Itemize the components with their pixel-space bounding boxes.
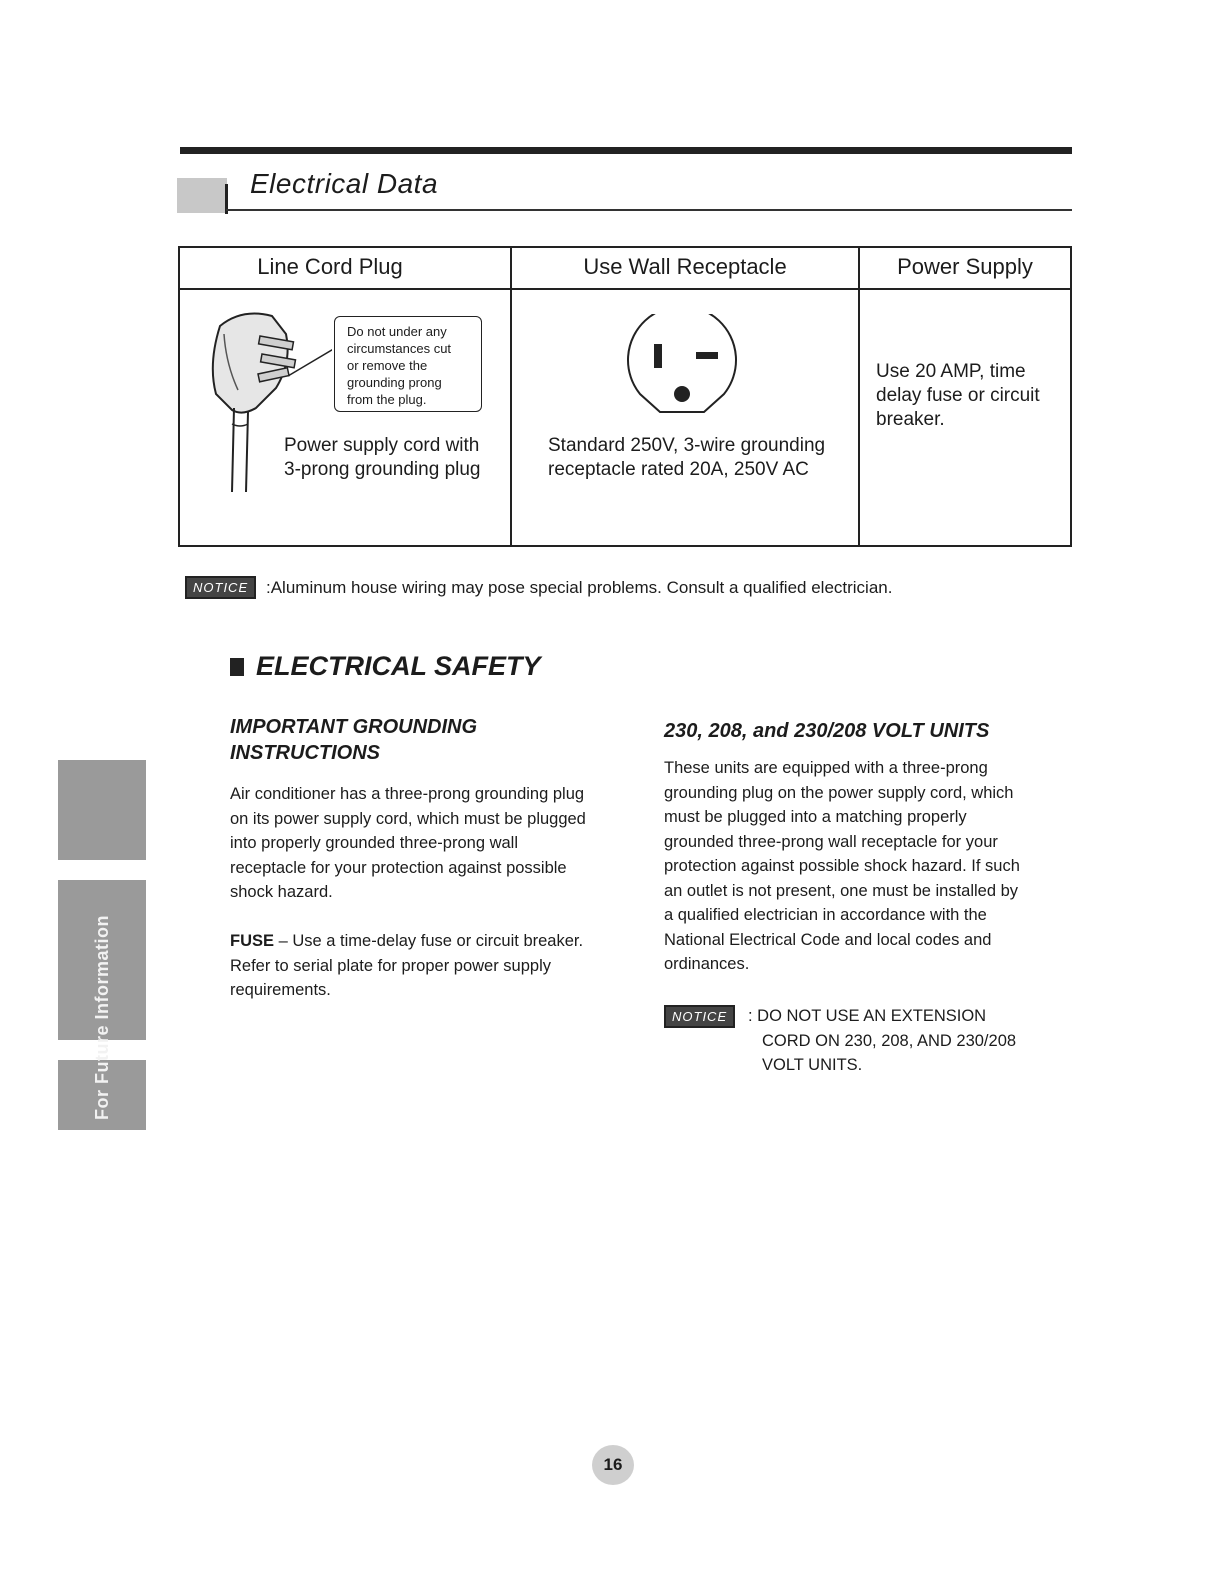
paragraph-line: a qualified electrician in accordance with the (664, 906, 987, 924)
table-header-wall-receptacle: Use Wall Receptacle (583, 254, 787, 279)
plug-caption (284, 434, 481, 482)
table-header-line-cord-plug: Line Cord Plug (257, 254, 403, 279)
callout-line: from the plug. (347, 392, 427, 407)
notice-badge: NOTICE (664, 1005, 735, 1028)
grounding-instructions-heading (230, 714, 477, 766)
fuse-line: requirements. (230, 981, 331, 999)
section-bullet-icon (230, 658, 244, 676)
top-rule (180, 147, 1072, 154)
heading-line: INSTRUCTIONS (230, 742, 380, 764)
fuse-line (230, 929, 583, 954)
receptacle-caption-line: receptacle rated 20A, 250V AC (548, 459, 809, 480)
volt-units-paragraph (664, 756, 1020, 977)
paragraph-line: must be plugged into a matching properly (664, 808, 967, 826)
table-column-divider (858, 248, 860, 545)
electrical-safety-heading: ELECTRICAL SAFETY (256, 651, 541, 681)
power-supply-line: delay fuse or circuit (876, 385, 1040, 406)
notice-aluminum-wiring: :Aluminum house wiring may pose special problems. Consult a qualified electrician. (266, 578, 893, 597)
grounding-instructions-paragraph (230, 782, 586, 905)
paragraph-line: These units are equipped with a three-prong (664, 759, 988, 777)
paragraph-line: into properly grounded three-prong wall (230, 834, 519, 852)
volt-units-heading: 230, 208, and 230/208 VOLT UNITS (664, 720, 990, 742)
notice-badge: NOTICE (185, 576, 256, 599)
power-supply-line: breaker. (876, 409, 945, 430)
paragraph-line: an outlet is not present, one must be installed by (664, 881, 1019, 900)
paragraph-line: ordinances. (664, 955, 750, 973)
fuse-line: Refer to serial plate for proper power supply (230, 956, 551, 975)
table-header-divider (180, 288, 1070, 290)
fuse-paragraph (230, 929, 583, 1003)
paragraph-line: grounded three-prong wall receptacle for your (664, 832, 998, 851)
table-header-power-supply: Power Supply (897, 254, 1033, 279)
power-supply-line: Use 20 AMP, time (876, 361, 1026, 382)
power-supply-text (876, 360, 1040, 432)
callout-line: grounding prong (347, 375, 442, 390)
electrical-data-table (178, 246, 1072, 547)
notice-extension-cord (748, 1004, 1016, 1078)
section-marker (177, 178, 227, 213)
fuse-text: – Use a time-delay fuse or circuit breaker. (274, 932, 584, 950)
paragraph-line: shock hazard. (230, 883, 333, 901)
section-title: Electrical Data (250, 168, 439, 199)
receptacle-caption-line: Standard 250V, 3-wire grounding (548, 435, 826, 456)
table-column-divider (510, 248, 512, 545)
notice-line: : DO NOT USE AN EXTENSION (748, 1007, 987, 1025)
page-number: 16 (592, 1445, 634, 1485)
paragraph-line: National Electrical Code and local codes and (664, 930, 992, 949)
side-section-tab (58, 760, 146, 1130)
paragraph-line: Air conditioner has a three-prong grounding plug (230, 785, 585, 803)
paragraph-line: receptacle for your protection against possible (230, 858, 567, 877)
side-tab-block (58, 760, 146, 860)
wall-receptacle-icon (620, 314, 744, 420)
receptacle-caption (548, 434, 825, 482)
paragraph-line: grounding plug on the power supply cord, which (664, 783, 1014, 802)
plug-warning-callout (334, 316, 482, 412)
notice-line: CORD ON 230, 208, AND 230/208 (762, 1031, 1017, 1050)
callout-line: Do not under any (347, 324, 447, 339)
paragraph-line: on its power supply cord, which must be plugged (230, 809, 586, 828)
heading-line: IMPORTANT GROUNDING (230, 716, 478, 738)
fuse-label: FUSE (230, 932, 275, 950)
plug-caption-line: Power supply cord with (284, 435, 480, 456)
notice-line: VOLT UNITS. (762, 1056, 863, 1074)
side-tab-label: For Future Information (92, 915, 112, 1120)
plug-caption-line: 3-prong grounding plug (284, 459, 481, 480)
callout-line: circumstances cut (347, 341, 452, 356)
callout-line: or remove the (347, 358, 428, 373)
section-underline (226, 209, 1072, 211)
paragraph-line: protection against possible shock hazard. If such (664, 857, 1020, 875)
